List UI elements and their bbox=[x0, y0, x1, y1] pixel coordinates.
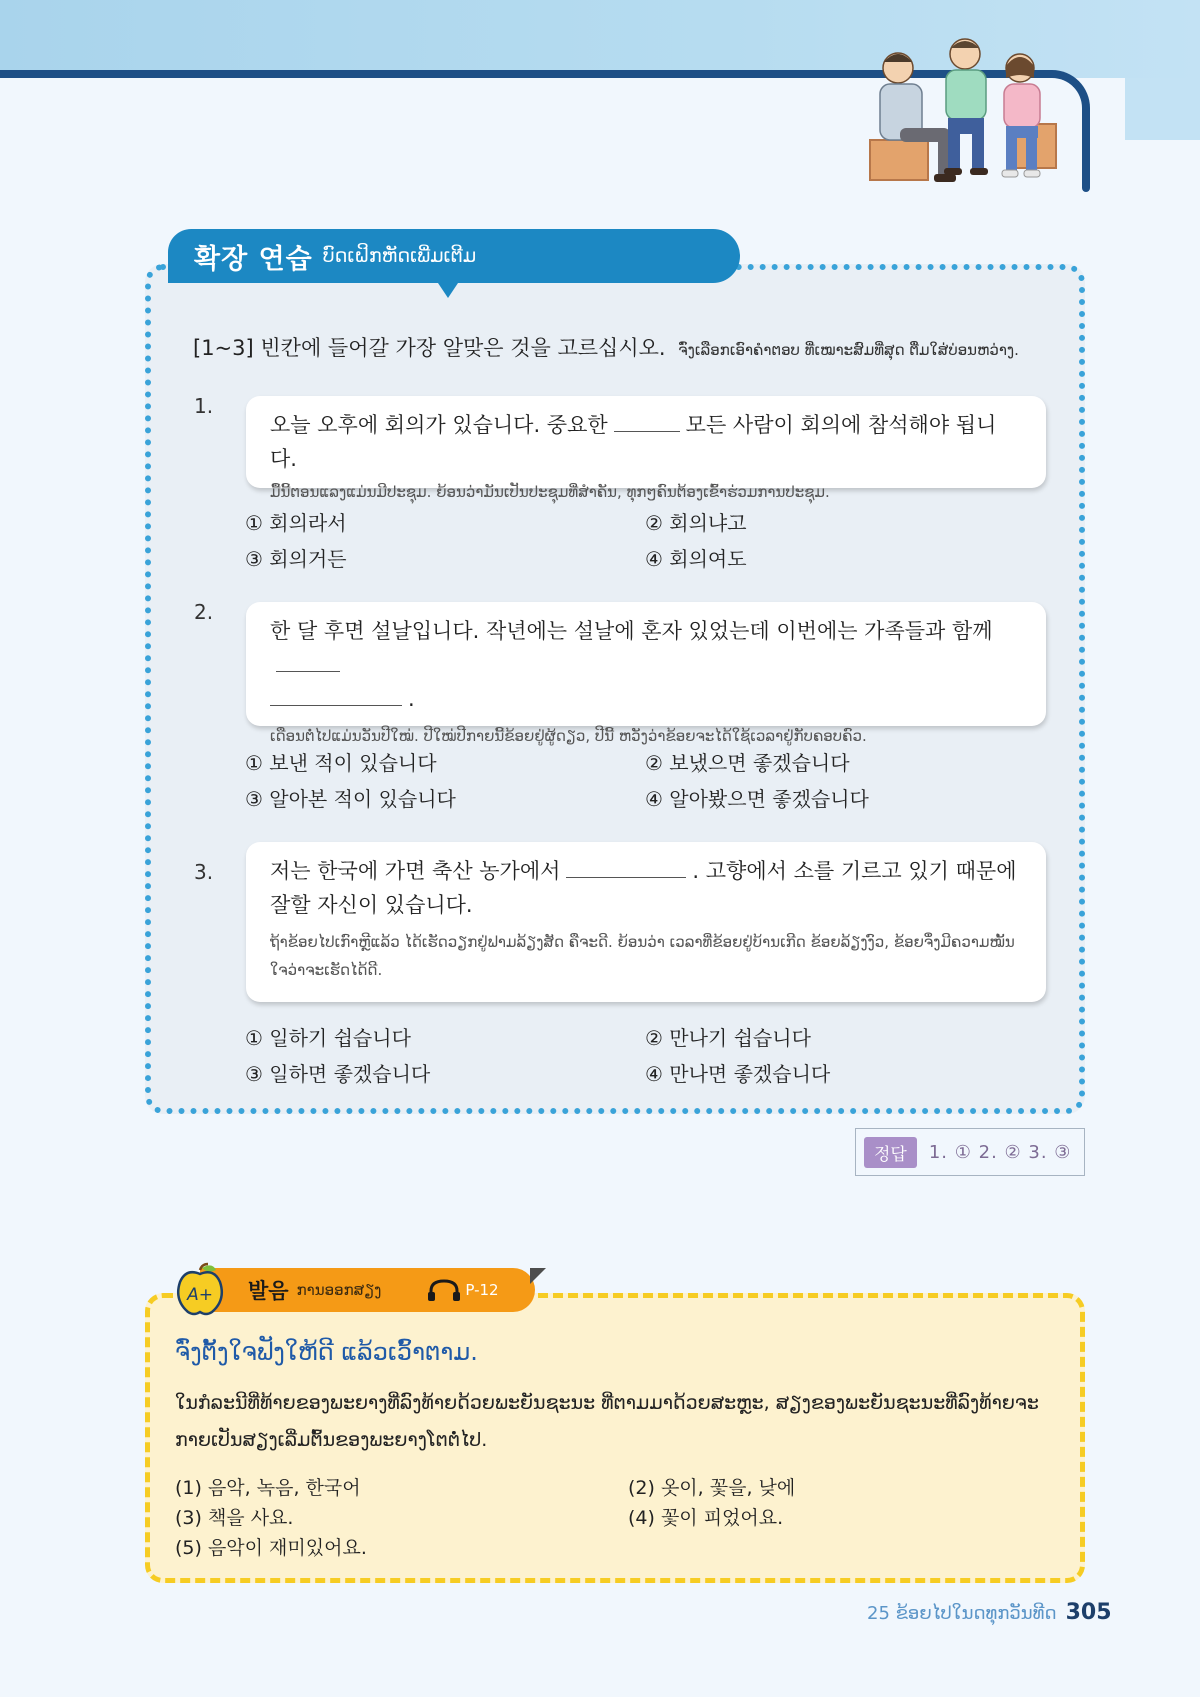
question-3-blank bbox=[566, 858, 686, 878]
q1-option-4[interactable]: ④ 회의여도 bbox=[645, 547, 747, 571]
question-3-text-before: 저는 한국에 가면 축산 농가에서 bbox=[270, 859, 561, 883]
pronunciation-title-lo: ການອອກສຽງ bbox=[296, 1281, 382, 1299]
question-2-text-after: . bbox=[408, 687, 415, 711]
question-1-number: 1. bbox=[194, 394, 214, 418]
practice-instruction bbox=[193, 332, 1073, 362]
question-2-card bbox=[246, 602, 1046, 745]
pronunciation-item-3: (3) 책을 사요. bbox=[175, 1507, 294, 1529]
q3-option-4[interactable]: ④ 만나면 좋겠습니다 bbox=[645, 1062, 831, 1086]
question-1-blank bbox=[614, 412, 680, 432]
pronunciation-description: ໃນກໍລະນີທີ່ທ້າຍຂອງພະຍາງທີ່ລົງທ້າຍດ້ວຍພະຍັນຊະນະ ທີ່ຕາມມາດ້ວຍສະຫຼະ, ສຽງຂອງພະຍັນຊະນະທີ່ລົງທ້າຍຈະກາຍເປັນສຽງເລີ່ມຕົ້ນຂອງພະຍາງໂຕຕໍ່ໄປ. bbox=[175, 1392, 1039, 1451]
page-footer bbox=[867, 1600, 1112, 1625]
q1-option-2[interactable]: ② 회의냐고 bbox=[645, 511, 747, 535]
pronunciation-item-1: (1) 음악, 녹음, 한국어 bbox=[175, 1477, 361, 1499]
apple-grade-label: A+ bbox=[187, 1285, 213, 1305]
pronunciation-tab-tip bbox=[530, 1268, 546, 1284]
people-illustration bbox=[860, 28, 1070, 190]
audio-track-label: P-12 bbox=[465, 1281, 499, 1299]
audio-track[interactable] bbox=[427, 1278, 498, 1302]
q1-option-3[interactable]: ③ 회의거든 bbox=[245, 547, 347, 571]
instruction-ko: [1~3] 빈칸에 들어갈 가장 알맞은 것을 고르십시오. bbox=[193, 336, 666, 360]
q2-option-2[interactable]: ② 보냈으면 좋겠습니다 bbox=[645, 751, 850, 775]
pronunciation-item-4: (4) 꽃이 피었어요. bbox=[628, 1507, 784, 1529]
question-3-lao: ຖ້າຂ້ອຍໄປເກົາຫຼີແລ້ວ ໄດ້ເຮັດວຽກຢູ່ຟາມລ້ຽງສັດ ຄືຈະດີ. ຍ້ອນວ່າ ເວລາທີ່ຂ້ອຍຢູ່ບ້ານເກີດ ຂ້ອຍລ້ຽງງົວ, ຂ້ອຍຈຶ່ງມີຄວາມໝັ້ນໃຈວ່າຈະເຮັດໄດ້ດີ. bbox=[270, 933, 1015, 979]
answer-label: 정답 bbox=[864, 1137, 917, 1168]
apple-grade-icon bbox=[172, 1262, 228, 1318]
question-3-card bbox=[246, 842, 1046, 1002]
instruction-lo: ຈົ່ງເລືອກເອົາຄຳຕອບ ທີ່ເໝາະສົມທີ່ສຸດ ຕື່ມໃສ່ບ່ອນຫວ່າງ. bbox=[678, 341, 1019, 359]
question-2-blank-a bbox=[276, 652, 340, 672]
pronunciation-item-2: (2) 옷이, 꽃을, 낮에 bbox=[628, 1477, 796, 1499]
page-number: 305 bbox=[1065, 1600, 1112, 1625]
question-1-lao: ມື້ນີ້ຕອນແລງແມ່ນມີປະຊຸມ. ຍ້ອນວ່າມັນເປັນປະຊຸມທີ່ສຳຄັນ, ທຸກໆຄົນຕ້ອງເຂົ້າຮ່ວມການປະຊຸມ. bbox=[270, 483, 830, 501]
question-1-card bbox=[246, 396, 1046, 501]
q3-option-2[interactable]: ② 만나기 쉽습니다 bbox=[645, 1026, 811, 1050]
question-1-korean bbox=[270, 408, 1022, 476]
question-1-text-after: 모든 사람이 회의에 참석해야 됩니다. bbox=[270, 413, 997, 471]
answer-key bbox=[855, 1128, 1085, 1176]
q1-option-1[interactable]: ① 회의라서 bbox=[245, 511, 347, 535]
headphones-icon bbox=[427, 1278, 461, 1302]
answer-values: 1. ① 2. ② 3. ③ bbox=[928, 1141, 1072, 1163]
question-2-lao: ເດືອນຕໍ່ໄປແມ່ນວັນປີໃໝ່. ປີໃໝ່ປີກາຍນີ້ຂ້ອຍຢູ່ຜູ້ດຽວ, ປີນີ້ ຫວັງວ່າຂ້ອຍຈະໄດ້ໃຊ້ເວລາຢູ່ກັບຄອບຄົວ. bbox=[270, 727, 867, 745]
question-3-korean bbox=[270, 854, 1022, 922]
header-band-corner bbox=[1125, 78, 1200, 140]
question-3-number: 3. bbox=[194, 860, 214, 884]
question-2-korean bbox=[270, 614, 1022, 716]
q2-option-3[interactable]: ③ 알아본 적이 있습니다 bbox=[245, 787, 456, 811]
practice-tab-pointer bbox=[436, 280, 460, 298]
question-1-text-before: 오늘 오후에 회의가 있습니다. 중요한 bbox=[270, 413, 608, 437]
practice-tab bbox=[168, 229, 740, 283]
q2-option-4[interactable]: ④ 알아봤으면 좋겠습니다 bbox=[645, 787, 869, 811]
question-2-blank-b bbox=[270, 686, 402, 706]
q3-option-3[interactable]: ③ 일하면 좋겠습니다 bbox=[245, 1062, 431, 1086]
pronunciation-item-5: (5) 음악이 재미있어요. bbox=[175, 1537, 367, 1559]
q2-option-1[interactable]: ① 보낸 적이 있습니다 bbox=[245, 751, 437, 775]
pronunciation-tab bbox=[200, 1268, 535, 1312]
pronunciation-instruction: ຈົ່ງຕັ້ງໃຈຟັງໃຫ້ດີ ແລ້ວເວົ້າຕາມ. bbox=[175, 1338, 478, 1366]
header-rule-end bbox=[1082, 150, 1090, 192]
question-2-text-before: 한 달 후면 설날입니다. 작년에는 설날에 혼자 있었는데 이번에는 가족들과 함께 bbox=[270, 619, 993, 643]
question-2-number: 2. bbox=[194, 600, 214, 624]
q3-option-1[interactable]: ① 일하기 쉽습니다 bbox=[245, 1026, 411, 1050]
question-3-text-after: . 고향에서 소를 기르고 있기 때문에 잘할 자신이 있습니다. bbox=[270, 859, 1017, 917]
practice-title-lo: ບົດເຝິກຫັດເພີ່ມເຕີມ bbox=[322, 245, 477, 267]
chapter-title: 25 ຂ້ອຍໄປໃນດທຸກວັນທີດ bbox=[867, 1603, 1057, 1624]
practice-title-ko: 확장 연습 bbox=[194, 243, 313, 275]
pronunciation-title-ko: 발음 bbox=[248, 1279, 289, 1303]
